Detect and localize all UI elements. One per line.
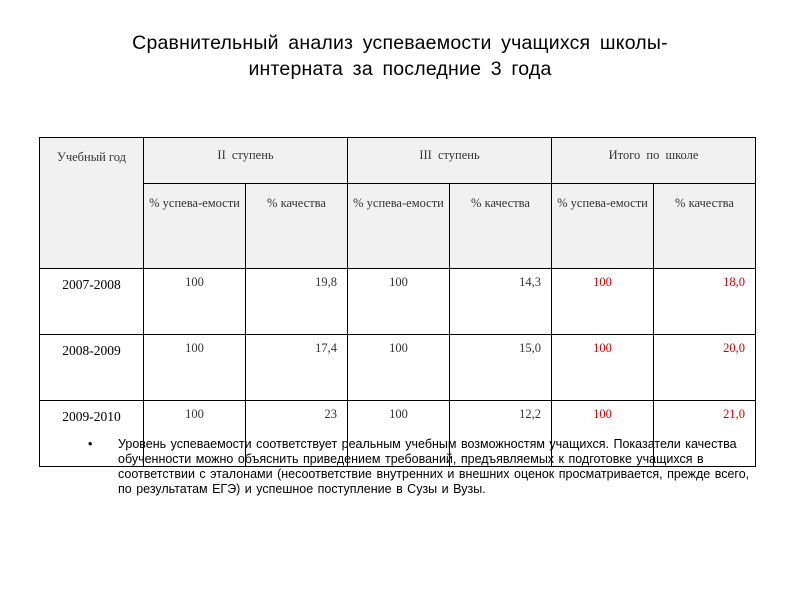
header-school-total: Итого по школе — [552, 138, 756, 184]
cell-stage-3-quality: 12,2 — [450, 401, 552, 467]
table-row — [40, 269, 756, 335]
subheader-stage-2-quality: % качества — [246, 184, 348, 269]
cell-stage-3-success-rate: 100 — [348, 269, 450, 335]
cell-total-success-rate: 100 — [552, 401, 654, 467]
cell-total-quality: 18,0 — [654, 269, 756, 335]
subheader-stage-2-success-rate: % успева-емости — [144, 184, 246, 269]
performance-table — [39, 137, 756, 467]
cell-stage-2-success-rate: 100 — [144, 269, 246, 335]
subheader-stage-3-quality: % качества — [450, 184, 552, 269]
cell-stage-2-quality: 17,4 — [246, 335, 348, 401]
slide-title — [60, 30, 740, 82]
slide-title-line-1: Сравнительный анализ успеваемости учащихся школы- — [132, 32, 668, 54]
cell-stage-3-quality: 15,0 — [450, 335, 552, 401]
subheader-stage-3-success-rate: % успева-емости — [348, 184, 450, 269]
cell-stage-2-quality: 23 — [246, 401, 348, 467]
table-subheader-row — [40, 184, 756, 269]
bullet-icon: • — [88, 437, 93, 451]
header-stage-2: II ступень — [144, 138, 348, 184]
header-school-year: Учебный год — [40, 138, 144, 269]
cell-stage-2-success-rate: 100 — [144, 401, 246, 467]
table-row — [40, 335, 756, 401]
cell-total-success-rate: 100 — [552, 269, 654, 335]
subheader-total-success-rate: % успева-емости — [552, 184, 654, 269]
cell-total-quality: 20,0 — [654, 335, 756, 401]
cell-stage-2-success-rate: 100 — [144, 335, 246, 401]
slide-title-line-2: интерната за последние 3 года — [248, 58, 552, 80]
table-header-row — [40, 138, 756, 184]
cell-stage-3-success-rate: 100 — [348, 335, 450, 401]
header-stage-3: III ступень — [348, 138, 552, 184]
row-year: 2007-2008 — [40, 269, 144, 335]
cell-stage-2-quality: 19,8 — [246, 269, 348, 335]
conclusion-text: Уровень успеваемости соответствует реальным учебным возможностям учащихся. Показатели качества обученности можно объяснить приведением требований, предъявляемых к подготовке учащихся в соответствии с эталонами (несоответствие внутренних и внешних оценок просматривается, прежде всего, по результатам ЕГЭ) и успешное поступление в Сузы и Вузы. — [118, 437, 750, 496]
cell-total-success-rate: 100 — [552, 335, 654, 401]
cell-stage-3-quality: 14,3 — [450, 269, 552, 335]
conclusion-note — [88, 437, 760, 497]
row-year: 2008-2009 — [40, 335, 144, 401]
cell-total-quality: 21,0 — [654, 401, 756, 467]
row-year: 2009-2010 — [40, 401, 144, 467]
subheader-total-quality: % качества — [654, 184, 756, 269]
cell-stage-3-success-rate: 100 — [348, 401, 450, 467]
